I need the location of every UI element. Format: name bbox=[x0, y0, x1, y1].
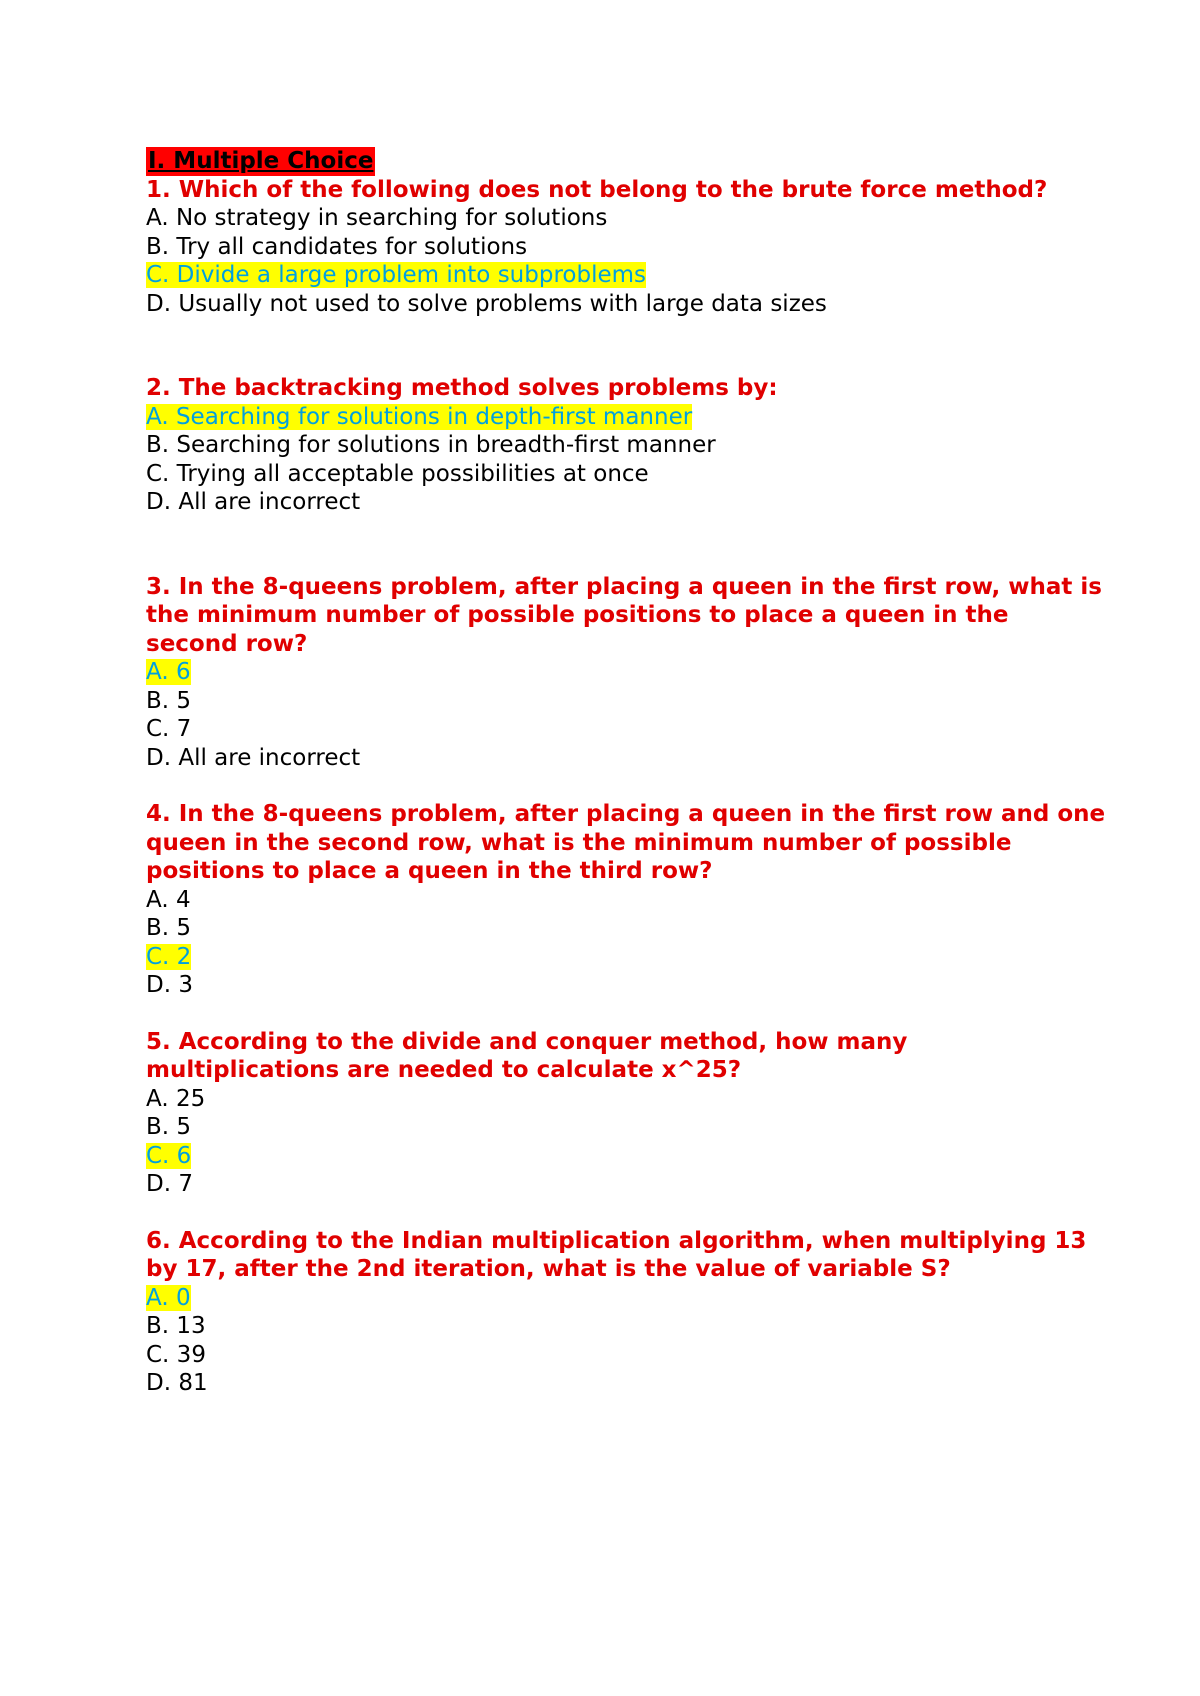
option-text: A. Searching for solutions in depth-first manner bbox=[146, 403, 693, 430]
option-text: C. 39 bbox=[146, 1341, 206, 1368]
option-text: C. 2 bbox=[146, 943, 192, 970]
option-item bbox=[146, 204, 1106, 233]
question-text: 2. The backtracking method solves problems by: bbox=[146, 375, 778, 401]
question-text: 6. According to the Indian multiplication algorithm, when multiplying 13 by 17, after the 2nd iteration, what is the value of variable S? bbox=[146, 1227, 1087, 1282]
option-text: B. 5 bbox=[146, 1114, 192, 1140]
option-item bbox=[146, 1113, 1106, 1142]
option-item bbox=[146, 744, 1106, 773]
option-item bbox=[146, 1085, 1106, 1114]
option-text: A. 0 bbox=[146, 1284, 191, 1311]
question-block bbox=[146, 800, 1106, 1000]
option-item bbox=[146, 488, 1106, 517]
question-block bbox=[146, 573, 1106, 773]
question-block bbox=[146, 374, 1106, 517]
option-text: D. 7 bbox=[146, 1171, 193, 1197]
spacer bbox=[146, 318, 1106, 374]
option-item bbox=[146, 971, 1106, 1000]
option-item bbox=[146, 914, 1106, 943]
option-text: B. Searching for solutions in breadth-first manner bbox=[146, 432, 716, 458]
option-item-correct bbox=[146, 1142, 1106, 1171]
option-text: B. 13 bbox=[146, 1313, 206, 1339]
option-item bbox=[146, 431, 1106, 460]
question-text: 1. Which of the following does not belong to the brute force method? bbox=[146, 176, 1048, 203]
option-item bbox=[146, 1312, 1106, 1341]
option-item-correct bbox=[146, 261, 1106, 290]
option-text: B. Try all candidates for solutions bbox=[146, 233, 528, 260]
question-block bbox=[146, 176, 1106, 319]
option-text: B. 5 bbox=[146, 915, 192, 941]
option-item-correct bbox=[146, 943, 1106, 972]
option-text: A. No strategy in searching for solutions bbox=[146, 205, 608, 231]
option-item bbox=[146, 460, 1106, 489]
section-heading bbox=[146, 147, 1106, 176]
option-text: D. 3 bbox=[146, 972, 193, 998]
option-item bbox=[146, 1369, 1106, 1398]
option-text: B. 5 bbox=[146, 687, 192, 714]
question-block bbox=[146, 1227, 1106, 1398]
option-item bbox=[146, 1170, 1106, 1199]
section-title: I. Multiple Choice bbox=[148, 148, 374, 174]
option-item bbox=[146, 290, 1106, 319]
option-item bbox=[146, 687, 1106, 716]
question-text: 5. According to the divide and conquer method, how many multiplications are needed to calculate x^25? bbox=[146, 1028, 908, 1083]
option-text: C. Trying all acceptable possibilities at once bbox=[146, 460, 649, 487]
question-block bbox=[146, 1028, 1106, 1199]
option-text: C. 7 bbox=[146, 716, 192, 742]
option-item-correct bbox=[146, 1284, 1106, 1313]
spacer bbox=[146, 517, 1106, 573]
option-item bbox=[146, 715, 1106, 744]
option-text: C. Divide a large problem into subproblems bbox=[146, 262, 647, 288]
document-page bbox=[146, 147, 1106, 1398]
option-text: D. Usually not used to solve problems with large data sizes bbox=[146, 290, 827, 317]
spacer bbox=[146, 1000, 1106, 1028]
option-text: A. 25 bbox=[146, 1085, 206, 1112]
option-text: D. All are incorrect bbox=[146, 489, 361, 515]
option-text: C. 6 bbox=[146, 1142, 192, 1169]
question-text: 3. In the 8-queens problem, after placing a queen in the first row, what is the minimum number of possible positions to place a queen in the second row? bbox=[146, 573, 1102, 657]
option-text: D. All are incorrect bbox=[146, 744, 361, 771]
question-text: 4. In the 8-queens problem, after placing a queen in the first row and one queen in the second row, what is the minimum number of possible positions to place a queen in the third row? bbox=[146, 801, 1106, 884]
option-item bbox=[146, 886, 1106, 915]
option-text: D. 81 bbox=[146, 1370, 208, 1396]
option-item bbox=[146, 1341, 1106, 1370]
option-text: A. 4 bbox=[146, 886, 191, 913]
option-item bbox=[146, 233, 1106, 262]
option-item-correct bbox=[146, 403, 1106, 432]
option-text: A. 6 bbox=[146, 659, 191, 685]
option-item-correct bbox=[146, 658, 1106, 687]
spacer bbox=[146, 1199, 1106, 1227]
spacer bbox=[146, 772, 1106, 800]
